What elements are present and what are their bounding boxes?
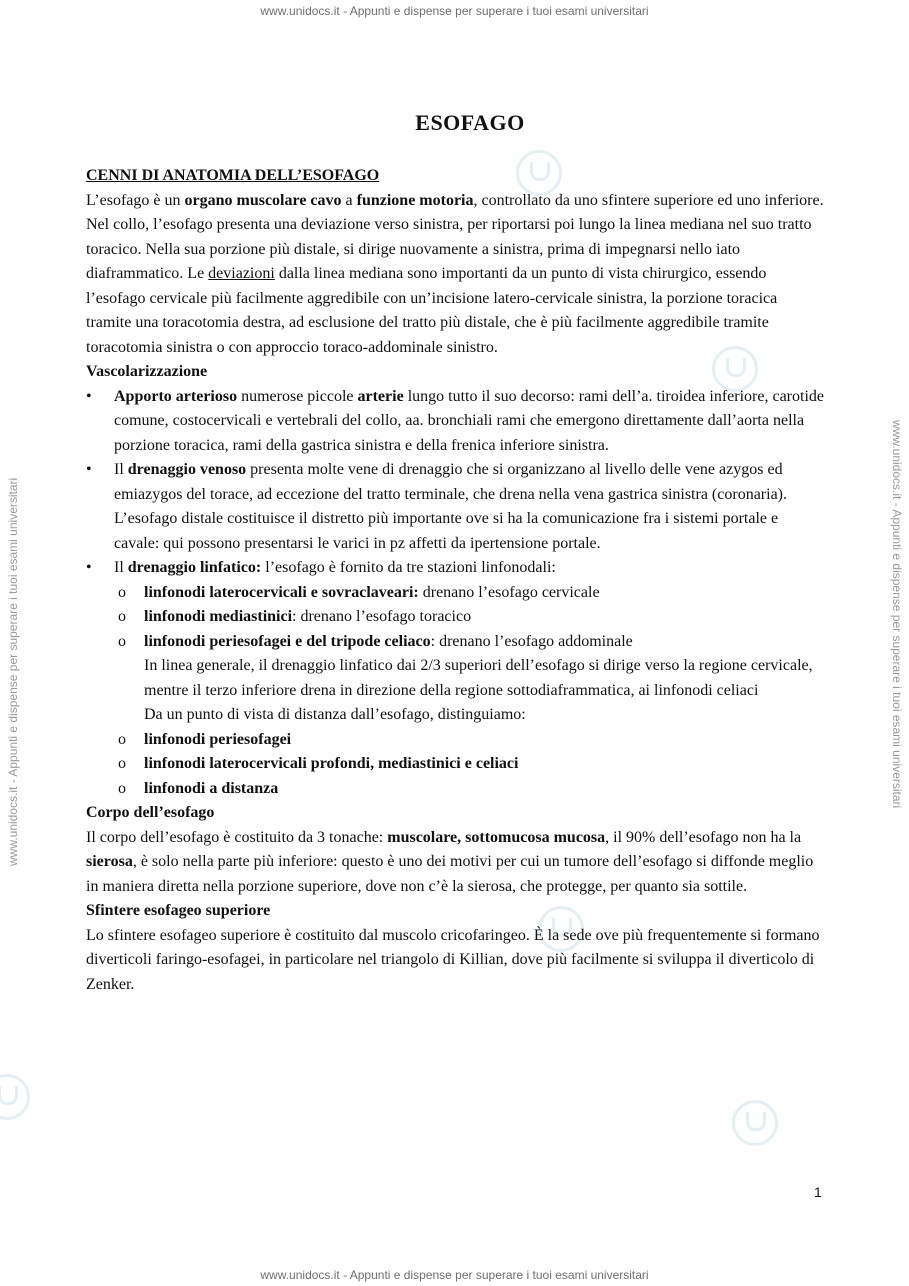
bold-text: arterie [357, 387, 404, 405]
text: , il 90% dell’esofago non ha la [605, 828, 802, 846]
watermark-left: www.unidocs.it - Appunti e dispense per superare i tuoi esami universitari [6, 477, 20, 866]
text: , è solo nella parte più inferiore: questo è uno dei motivi per cui un tumore dell’esofago si diffonde meglio in maniera diretta nella porzione superiore, dove non c’è la sierosa, che protegge, per quanto sia sottile. [86, 853, 814, 895]
bold-text: linfonodi periesofagei e del tripode celiaco [144, 632, 431, 650]
list-item [114, 581, 826, 606]
watermark-right: www.unidocs.it - Appunti e dispense per superare i tuoi esami universitari [890, 420, 904, 809]
text: drenano l’esofago cervicale [418, 583, 600, 601]
list-item-venoso [86, 458, 826, 556]
bold-text: linfonodi periesofagei [144, 730, 292, 748]
unidocs-logo-icon [0, 1074, 30, 1120]
paragraph-sfintere: Lo sfintere esofageo superiore è costituito dal muscolo cricofaringeo. È la sede ove più frequentemente si formano diverticoli faringo-esofagei, in particolare nel triangolo di Killian, dove più facilmente si sviluppa il diverticolo di Zenker. [86, 926, 820, 993]
bold-text: Apporto arterioso [114, 387, 238, 405]
list-item-arterioso [86, 385, 826, 459]
text: l’esofago è fornito da tre stazioni linfonodali: [261, 559, 556, 576]
text: Il corpo dell’esofago è costituito da 3 tonache: [86, 828, 388, 846]
text: numerose piccole [237, 387, 358, 405]
section-heading-anatomia: CENNI DI ANATOMIA DELL’ESOFAGO [86, 167, 380, 184]
bold-text: sierosa [86, 853, 133, 870]
paragraph-anatomia-1 [86, 189, 826, 214]
bold-text: linfonodi laterocervicali profondi, mediastinici e celiaci [144, 755, 519, 772]
linfonodi-distance-list [114, 728, 826, 802]
paragraph-anatomia-2 [86, 213, 826, 360]
text: Il [114, 461, 128, 478]
text: L’esofago è un [86, 191, 185, 209]
bold-text: drenaggio linfatico: [127, 559, 262, 576]
unidocs-logo-icon [732, 1100, 778, 1146]
text: , controllato da uno sfintere superiore ed uno inferiore. [473, 191, 824, 209]
text: dalla linea mediana sono importanti da un punto di vista chirurgico, essendo l’esofago cervicale più facilmente aggredibile con un’incisione latero-cervicale sinistra, la porzione toracica tramite una toracotomia destra, ad esclusione del tratto più distale, che è più facilmente aggredibile tramite toracotomia sinistra o con approccio toraco-addominale sinistro. [86, 265, 778, 356]
list-item [114, 728, 826, 753]
text: : drenano l’esofago addominale [430, 632, 633, 650]
linfonodi-stations-list [114, 581, 826, 655]
bold-text: funzione motoria [356, 191, 474, 209]
page-title: ESOFAGO [415, 110, 525, 135]
bold-text: muscolare, sottomucosa mucosa [387, 828, 606, 846]
text: : drenano l’esofago toracico [292, 608, 472, 625]
list-item [114, 752, 826, 777]
vascolarizzazione-list [86, 385, 826, 802]
section-heading-sfintere: Sfintere esofageo superiore [86, 902, 271, 919]
paragraph-corpo [86, 826, 826, 900]
watermark-bottom: www.unidocs.it - Appunti e dispense per superare i tuoi esami universitari [260, 1268, 649, 1282]
list-item [114, 777, 826, 802]
text: Nel collo, l’esofago presenta una deviazione verso sinistra, per riportarsi poi lungo la linea mediana nel suo tratto toracico. Nella sua porzione più distale, si dirige nuovamente a sinistra, prima di impegnarsi nello iato diaframmatico. Le [86, 216, 812, 282]
section-heading-vascolarizzazione: Vascolarizzazione [86, 363, 208, 380]
page-number: 1 [814, 1184, 822, 1200]
text: Il [114, 559, 128, 576]
linfatico-note-1: In linea generale, il drenaggio linfatico dai 2/3 superiori dell’esofago si dirige verso la regione cervicale, mentre il terzo inferiore drena in direzione della regione sottodiaframmatica, ai linfonodi celiaci [144, 657, 813, 699]
bold-text: organo muscolare cavo [184, 191, 342, 209]
underlined-text: deviazioni [208, 265, 275, 282]
bold-text: linfonodi mediastinici [144, 608, 293, 625]
document-body [86, 164, 826, 997]
list-item [114, 605, 826, 630]
list-item-linfatico [86, 556, 826, 801]
section-heading-corpo: Corpo dell’esofago [86, 804, 215, 821]
watermark-top: www.unidocs.it - Appunti e dispense per superare i tuoi esami universitari [260, 4, 649, 18]
text: lungo tutto il suo decorso: rami dell’a. tiroidea inferiore, carotide comune, costocervicali e vertebrali del collo, aa. bronchiali rami che emergono direttamente dall’aorta nella porzione toracica, rami della gastrica sinistra e della frenica inferiore sinistra. [114, 387, 824, 454]
linfatico-note-2: Da un punto di vista di distanza dall’esofago, distinguiamo: [144, 706, 526, 723]
bold-text: linfonodi laterocervicali e sovraclaveari: [144, 583, 419, 601]
text: a [341, 191, 357, 209]
bold-text: linfonodi a distanza [144, 779, 279, 797]
bold-text: drenaggio venoso [127, 461, 247, 478]
list-item [114, 630, 826, 655]
text: presenta molte vene di drenaggio che si organizzano al livello delle vene azygos ed emiazygos del torace, ad eccezione del tratto terminale, che drena nella vena gastrica sinistra (coronaria). L’esofago distale costituisce il distretto più importante ove si ha la comunicazione fra i sistemi portale e cavale: qui possono presentarsi le varici in pz affetti da ipertensione portale. [114, 461, 787, 552]
